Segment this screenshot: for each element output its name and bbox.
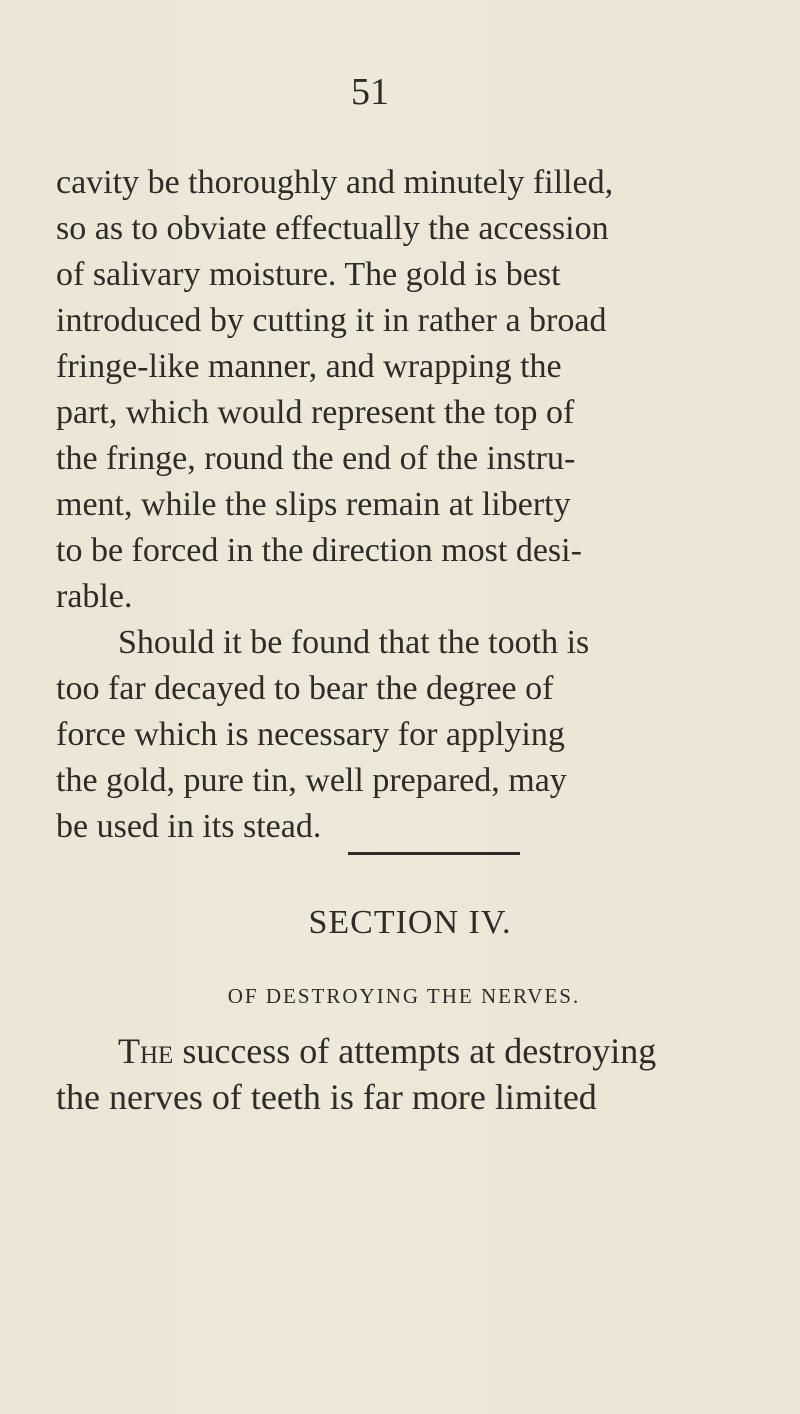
text-line: of salivary moisture. The gold is best bbox=[56, 256, 561, 293]
text-line-rest: success of attempts at destroying bbox=[173, 1031, 657, 1071]
text-line: introduced by cutting it in rather a broad bbox=[56, 302, 607, 339]
section-subtitle: OF DESTROYING THE NERVES. bbox=[227, 984, 581, 1008]
text-line: Should it be found that the tooth is bbox=[118, 624, 590, 661]
section-title: SECTION IV. bbox=[308, 904, 512, 941]
text-line: fringe-like manner, and wrapping the bbox=[56, 348, 562, 385]
text-line: to be forced in the direction most desi- bbox=[56, 532, 582, 569]
text-line bbox=[56, 1028, 756, 1074]
text-line: rable. bbox=[56, 578, 133, 615]
body-text bbox=[56, 160, 746, 850]
text-line: so as to obviate effectually the accession bbox=[56, 210, 609, 247]
text-line: the nerves of teeth is far more limited bbox=[56, 1077, 597, 1117]
text-line: force which is necessary for applying bbox=[56, 716, 565, 753]
section-divider bbox=[348, 852, 520, 855]
text-line: too far decayed to bear the degree of bbox=[56, 670, 554, 707]
text-line: cavity be thoroughly and minutely filled, bbox=[56, 164, 614, 201]
text-line: the gold, pure tin, well prepared, may bbox=[56, 762, 567, 799]
text-line: part, which would represent the top of bbox=[56, 394, 575, 431]
text-line: be used in its stead. bbox=[56, 808, 322, 845]
first-word: The bbox=[118, 1031, 174, 1071]
text-line: the fringe, round the end of the instru- bbox=[56, 440, 576, 477]
page-number: 51 bbox=[351, 71, 389, 113]
section-body bbox=[56, 1028, 756, 1120]
text-line: ment, while the slips remain at liberty bbox=[56, 486, 571, 523]
